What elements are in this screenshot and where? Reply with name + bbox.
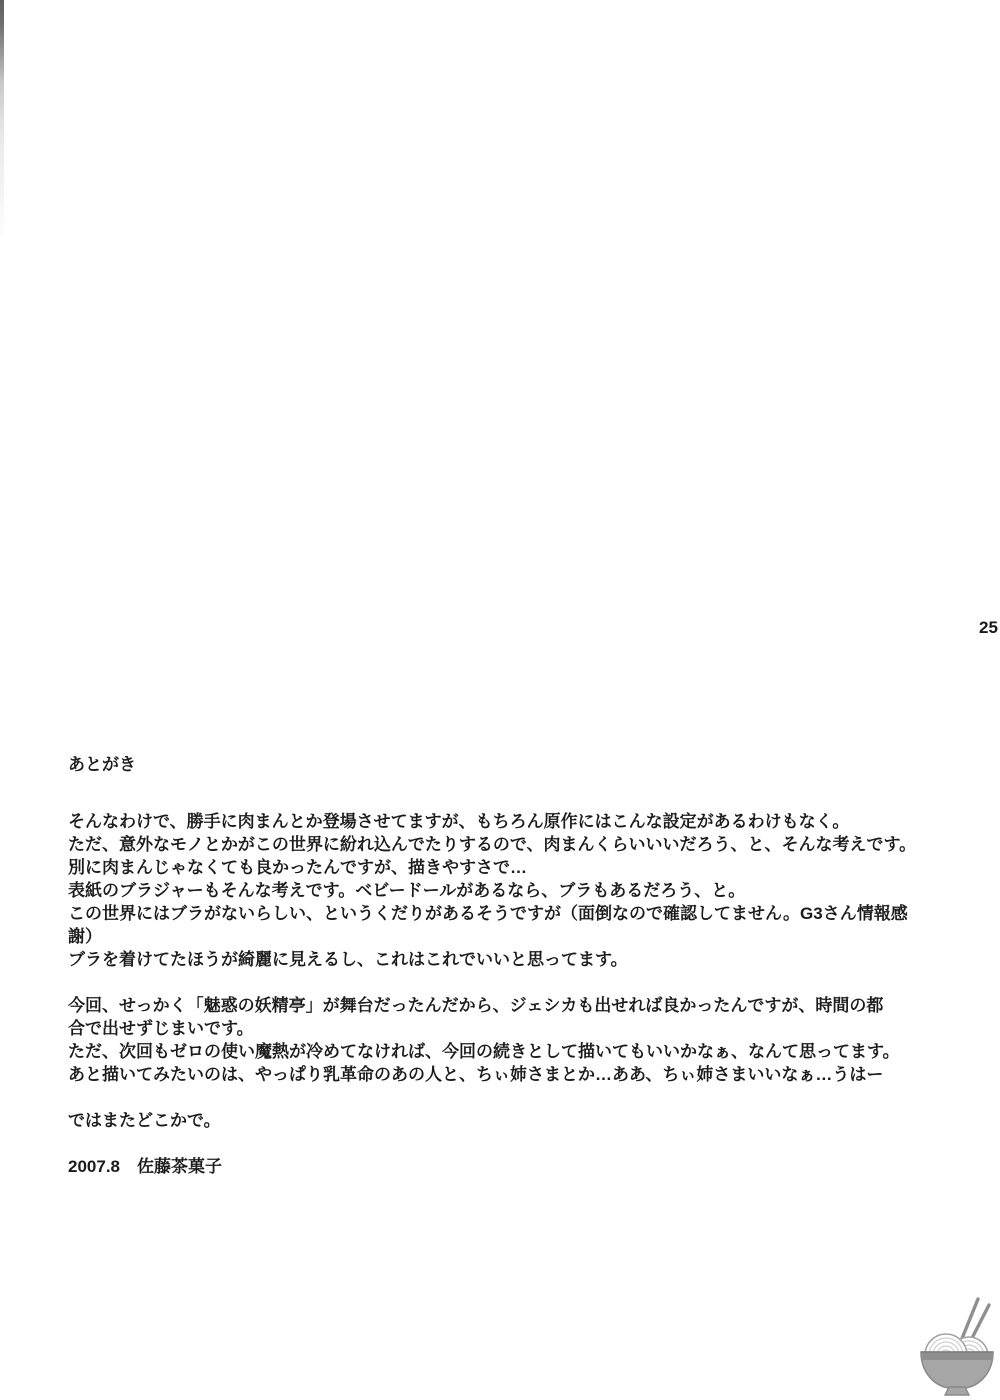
- afterword-line: 合で出せずじまいです。: [68, 1019, 254, 1038]
- afterword-line: ただ、意外なモノとかがこの世界に紛れ込んでたりするので、肉まんくらいいいだろう、と、そんな考えです。: [68, 835, 917, 854]
- afterword-line: 今回、せっかく「魅惑の妖精亭」が舞台だったんだから、ジェシカも出せれば良かったんですが、時間の都: [68, 996, 884, 1015]
- afterword-line: そんなわけで、勝手に肉まんとか登場させてますが、もちろん原作にはこんな設定があるわけもなく。: [68, 812, 850, 831]
- afterword-paragraph-1: [68, 810, 928, 971]
- afterword-paragraph-2: [68, 994, 928, 1086]
- afterword-line: 別に肉まんじゃなくても良かったんですが、描きやすさで…: [68, 858, 527, 877]
- page-number: 25: [979, 618, 998, 637]
- afterword-closing: ではまたどこかで。: [68, 1111, 221, 1130]
- afterword-line: ブラを着けてたほうが綺麗に見えるし、これはこれでいいと思ってます。: [68, 950, 628, 969]
- afterword-line: この世界にはブラがないらしい、というくだりがあるそうですが（面倒なので確認してません。G3さん情報感: [68, 904, 908, 923]
- afterword-signature: 2007.8 佐藤茶菓子: [68, 1157, 222, 1176]
- scan-edge-shadow: [0, 0, 4, 245]
- afterword-heading: あとがき: [68, 755, 136, 774]
- afterword-text-block: [68, 753, 928, 1178]
- ramen-bowl-icon: [916, 1294, 998, 1398]
- afterword-line: 謝）: [68, 927, 102, 946]
- afterword-line: 表紙のブラジャーもそんな考えです。ベビードールがあるなら、ブラもあるだろう、と。: [68, 881, 746, 900]
- afterword-line: あと描いてみたいのは、やっぱり乳革命のあの人と、ちぃ姉さまとか…ああ、ちぃ姉さまいいなぁ…うはー: [68, 1065, 884, 1084]
- afterword-line: ただ、次回もゼロの使い魔熱が冷めてなければ、今回の続きとして描いてもいいかなぁ、なんて思ってます。: [68, 1042, 900, 1061]
